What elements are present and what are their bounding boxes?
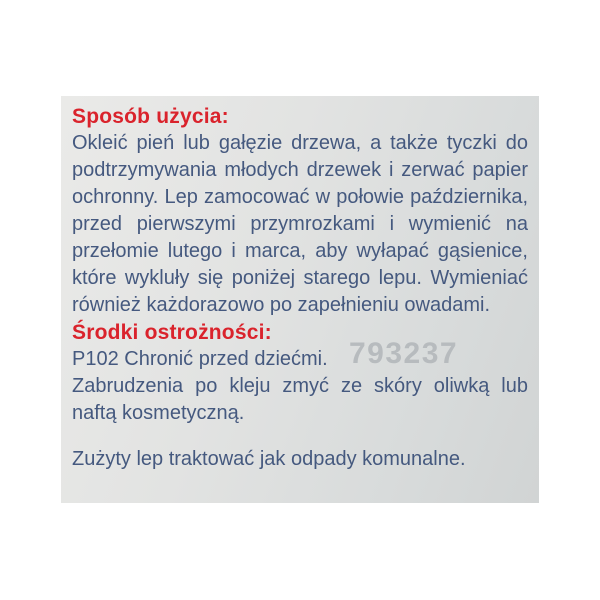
precaution-cleaning-text: Zabrudzenia po kleju zmyć ze skóry oliwką lub naftą kosmetyczną. (72, 375, 528, 424)
label-panel (61, 96, 539, 503)
precaution-children-text: P102 Chronić przed dziećmi. (72, 348, 328, 370)
watermark-number: 793237 (349, 337, 459, 370)
disposal-text: Zużyty lep traktować jak odpady komunalne. (72, 448, 466, 470)
usage-heading: Sposób użycia: (72, 105, 229, 128)
usage-text: Okleić pień lub gałęzie drzewa, a także tyczki do podtrzymywania młodych drzewek i zerwać papier ochronny. Lep zamocować w połowie października, przed pierwszymi przymrozkami i wymienić na przełomie lutego i marca, aby wyłapać gąsienice, które wykluły się poniżej starego lepu. Wymieniać również każdorazowo po zapełnieniu owadami. (72, 132, 528, 316)
precautions-heading: Środki ostrożności: (72, 321, 272, 344)
